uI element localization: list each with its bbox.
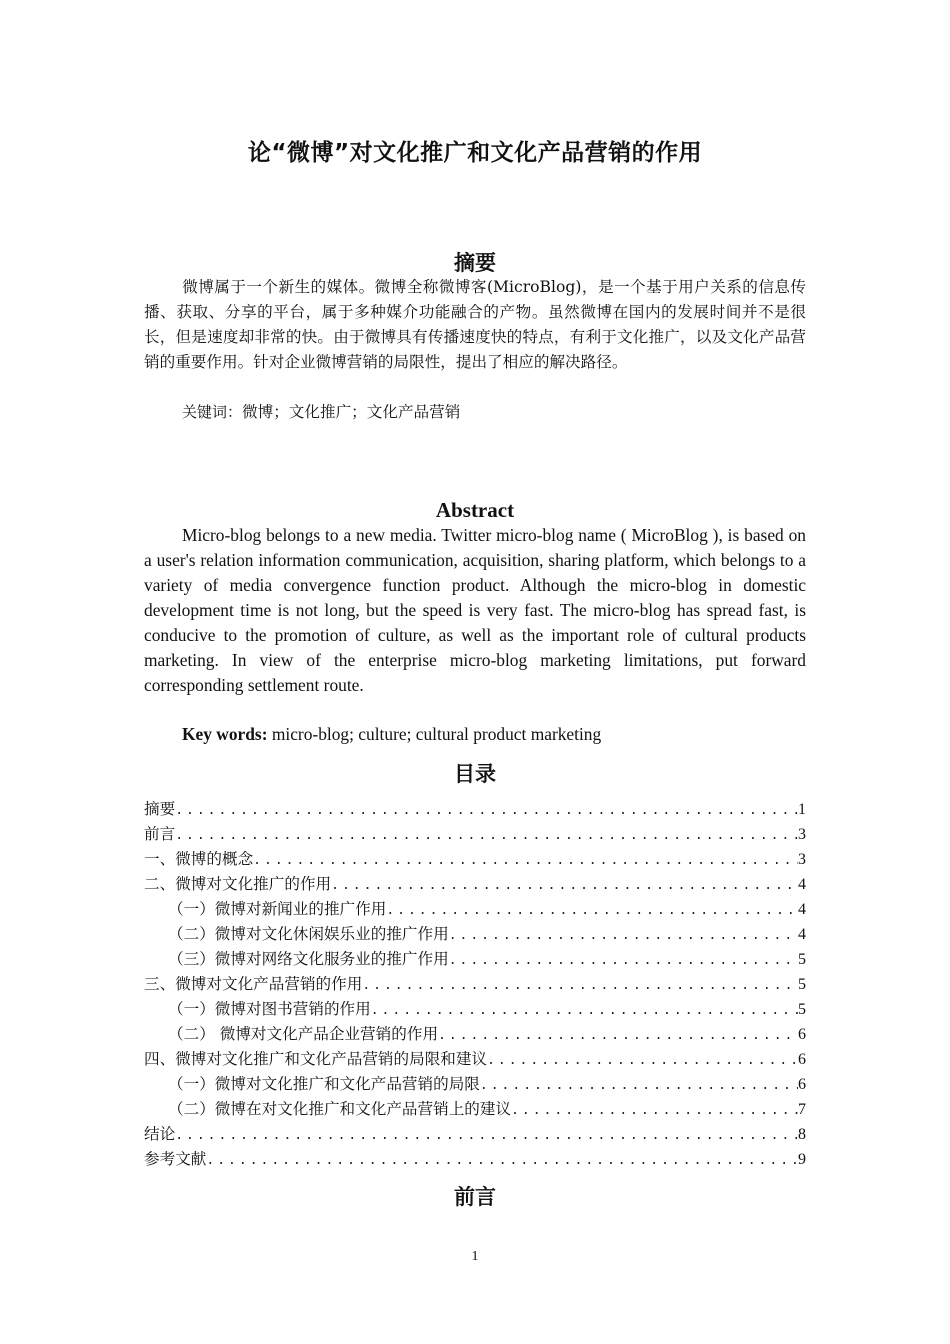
abstract-en-body: Micro-blog belongs to a new media. Twitter micro-blog name ( MicroBlog ), is based on a user's relation information communication, acquisition, sharing platform, which belongs to a variety of media convergence function product. Although the micro-blog in domestic development time is not long, but the speed is very fast. The micro-blog has spread fast, is conducive to the promotion of culture, as well as the important role of cultural products marketing. In view of the enterprise micro-blog marketing limitations, put forward corresponding settlement route. xyxy=(144,525,806,695)
abstract-cn-heading: 摘要 xyxy=(454,251,496,275)
toc-leader-dots xyxy=(175,1123,798,1147)
toc-entry-page: 6 xyxy=(798,1076,806,1093)
toc-entry-text: 摘要 xyxy=(144,800,176,818)
toc-entry-page: 6 xyxy=(798,1026,806,1043)
toc-entry[interactable] xyxy=(144,872,806,897)
toc-entry[interactable] xyxy=(144,1047,806,1072)
toc-entry-page: 5 xyxy=(798,976,806,993)
toc-entry-text: 四、微博对文化推广和文化产品营销的局限和建议 xyxy=(144,1050,488,1068)
keywords-en-value: micro-blog; culture; cultural product marketing xyxy=(267,724,602,744)
toc-leader-dots xyxy=(371,998,798,1022)
toc-entry-text: 前言 xyxy=(144,825,176,843)
toc-entry-page: 6 xyxy=(798,1051,806,1068)
abstract-cn-body: 微博属于一个新生的媒体。微博全称微博客(MicroBlog)，是一个基于用户关系的信息传播、获取、分享的平台，属于多种媒介功能融合的产物。虽然微博在国内的发展时间并不是很长，但是速度却非常的快。由于微博具有传播速度快的特点，有利于文化推广，以及文化产品营销的重要作用。针对企业微博营销的局限性，提出了相应的解决路径。 xyxy=(144,278,806,371)
toc-leader-dots xyxy=(511,1098,798,1122)
toc-entry-text: （一）微博对文化推广和文化产品营销的局限 xyxy=(168,1075,480,1093)
toc-entry[interactable] xyxy=(144,922,806,947)
toc-entry-text: （一）微博对新闻业的推广作用 xyxy=(168,900,387,918)
preface-heading: 前言 xyxy=(454,1185,496,1209)
toc-leader-dots xyxy=(480,1073,798,1097)
toc-leader-dots xyxy=(449,948,798,972)
toc-leader-dots xyxy=(362,973,798,997)
toc-entry-text: 三、微博对文化产品营销的作用 xyxy=(144,975,363,993)
toc-leader-dots xyxy=(386,898,798,922)
toc-entry-text: （二）微博在对文化推广和文化产品营销上的建议 xyxy=(168,1100,512,1118)
abstract-en-heading: Abstract xyxy=(435,498,515,522)
toc-entry[interactable] xyxy=(144,972,806,997)
toc-entry-page: 7 xyxy=(798,1101,806,1118)
toc-leader-dots xyxy=(253,848,798,872)
table-of-contents xyxy=(144,797,806,1172)
toc-entry-page: 4 xyxy=(798,876,806,893)
toc-entry-page: 4 xyxy=(798,926,806,943)
keywords-en-label: Key words: xyxy=(182,724,268,744)
abstract-en-keywords xyxy=(182,722,601,747)
toc-entry-text: 结论 xyxy=(144,1125,176,1143)
toc-entry[interactable] xyxy=(144,847,806,872)
toc-entry-page: 5 xyxy=(798,1001,806,1018)
toc-entry-page: 8 xyxy=(798,1126,806,1143)
toc-leader-dots xyxy=(438,1023,798,1047)
toc-entry[interactable] xyxy=(144,1147,806,1172)
toc-entry-page: 1 xyxy=(798,801,806,818)
toc-entry-page: 3 xyxy=(798,826,806,843)
page-number: 1 xyxy=(471,1249,479,1264)
toc-leader-dots xyxy=(449,923,798,947)
toc-entry[interactable] xyxy=(144,1072,806,1097)
toc-entry[interactable] xyxy=(144,947,806,972)
toc-entry-page: 9 xyxy=(798,1151,806,1168)
toc-entry-text: 参考文献 xyxy=(144,1150,207,1168)
toc-entry-text: 二、微博对文化推广的作用 xyxy=(144,875,332,893)
toc-entry-page: 4 xyxy=(798,901,806,918)
keywords-cn-label: 关键词： xyxy=(182,403,243,421)
toc-entry[interactable] xyxy=(144,1097,806,1122)
toc-entry[interactable] xyxy=(144,1122,806,1147)
toc-leader-dots xyxy=(487,1048,798,1072)
toc-entry-text: （二） 微博对文化产品企业营销的作用 xyxy=(168,1025,439,1043)
toc-entry-page: 5 xyxy=(798,951,806,968)
toc-leader-dots xyxy=(206,1148,798,1172)
toc-leader-dots xyxy=(175,798,798,822)
toc-entry-text: （一）微博对图书营销的作用 xyxy=(168,1000,371,1018)
toc-leader-dots xyxy=(175,823,798,847)
toc-entry-page: 3 xyxy=(798,851,806,868)
toc-heading: 目录 xyxy=(454,762,496,786)
toc-entry[interactable] xyxy=(144,897,806,922)
toc-entry[interactable] xyxy=(144,1022,806,1047)
document-title: 论“微博”对文化推广和文化产品营销的作用 xyxy=(247,140,703,166)
toc-entry-text: （二）微博对文化休闲娱乐业的推广作用 xyxy=(168,925,449,943)
toc-entry-text: （三）微博对网络文化服务业的推广作用 xyxy=(168,950,449,968)
toc-entry-text: 一、微博的概念 xyxy=(144,850,254,868)
toc-leader-dots xyxy=(331,873,798,897)
toc-entry[interactable] xyxy=(144,997,806,1022)
keywords-cn-value: 微博；文化推广；文化产品营销 xyxy=(242,403,461,421)
abstract-cn-keywords xyxy=(182,400,460,425)
toc-entry[interactable] xyxy=(144,822,806,847)
toc-entry[interactable] xyxy=(144,797,806,822)
